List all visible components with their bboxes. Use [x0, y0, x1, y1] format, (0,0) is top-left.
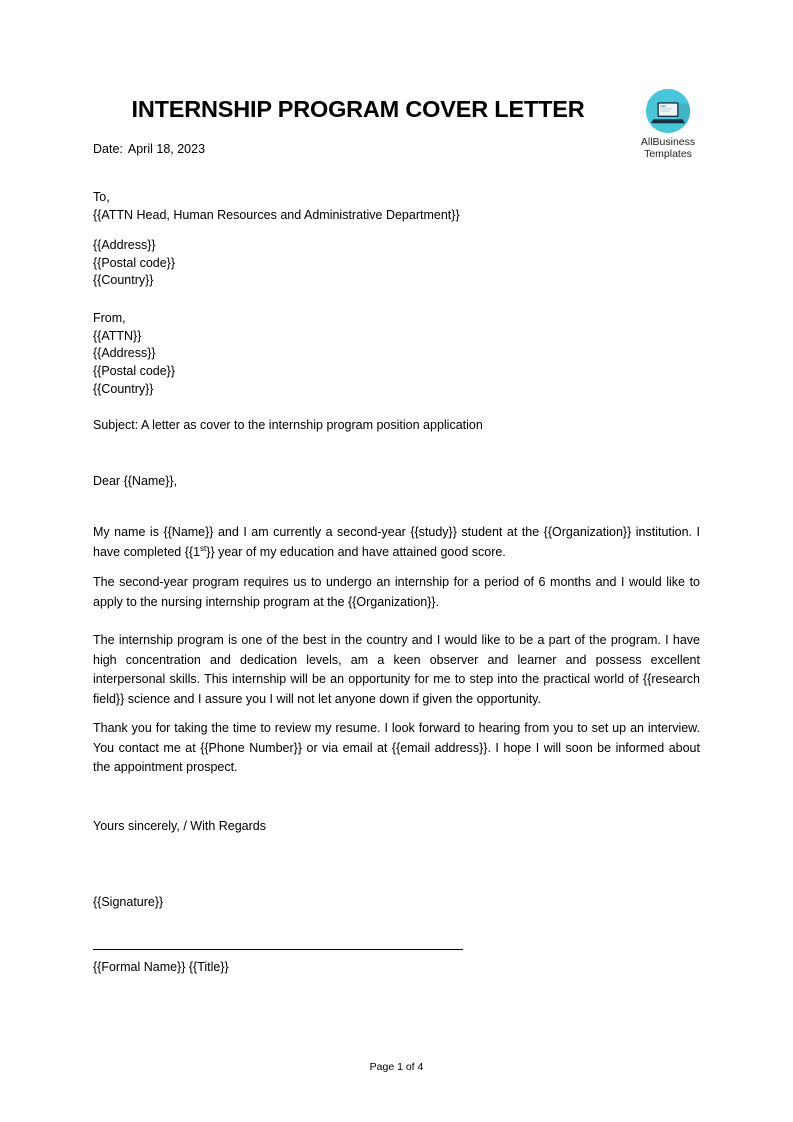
- sender-block: [93, 310, 175, 399]
- date-value: April 18, 2023: [127, 142, 206, 156]
- date-label: Date:: [93, 142, 123, 156]
- page-title: INTERNSHIP PROGRAM COVER LETTER: [131, 96, 585, 122]
- sender-address: {{Address}}: [93, 346, 156, 361]
- recipient-country: {{Country}}: [93, 273, 154, 288]
- recipient-postal-code: {{Postal code}}: [93, 255, 176, 270]
- body-paragraph-4: Thank you for taking the time to review my resume. I look forward to hearing from you to set up an interview. You contact me at {{Phone Number}} or via email at {{email address}}. I hope I will soon be informed about the appointment prospect.: [93, 721, 700, 775]
- greeting-line: Dear {{Name}},: [93, 474, 178, 488]
- recipient-address: {{Address}}: [93, 238, 156, 252]
- closing-line: Yours sincerely, / With Regards: [93, 819, 266, 833]
- sender-attn: {{ATTN}}: [93, 328, 142, 343]
- paragraph-1-part-1: My name is {{Name}} and I am currently a second-year {{study}} student at the {{Organization}} institution. I have completed {{1: [93, 525, 700, 559]
- sender-salutation: From,: [93, 311, 126, 325]
- body-paragraph-1: [93, 523, 700, 562]
- logo-caption-line2: Templates: [644, 148, 692, 160]
- body-paragraph-3: The internship program is one of the best in the country and I would like to be a part of the program. I have high concentration and dedication levels, am a keen observer and learner and possess excellent interpersonal skills. This internship will be an opportunity for me to step into the practical world of {{research field}} science and I assure you I will not let anyone down if given the opportunity.: [93, 633, 700, 706]
- recipient-address-block: [93, 237, 175, 290]
- recipient-block: [93, 189, 460, 224]
- allbusiness-templates-logo: [637, 88, 699, 160]
- logo-caption-line1: AllBusiness: [640, 136, 696, 148]
- laptop-icon: [645, 88, 691, 134]
- recipient-attn: {{ATTN Head, Human Resources and Administrative Department}}: [93, 207, 460, 222]
- body-paragraph-2: The second-year program requires us to undergo an internship for a period of 6 months and I would like to apply to the nursing internship program at the {{Organization}}.: [93, 575, 700, 609]
- logo-caption: [637, 136, 699, 160]
- sender-postal-code: {{Postal code}}: [93, 364, 176, 379]
- page-footer: Page 1 of 4: [369, 1061, 424, 1073]
- subject-line: Subject: A letter as cover to the internship program position application: [93, 418, 483, 432]
- signature-rule: [93, 949, 463, 950]
- signature-placeholder: {{Signature}}: [93, 895, 164, 909]
- paragraph-1-part-2: }} year of my education and have attained good score.: [206, 544, 506, 559]
- recipient-salutation: To,: [93, 190, 110, 204]
- date-line: [93, 141, 205, 157]
- signature-name-title: {{Formal Name}} {{Title}}: [93, 960, 229, 974]
- sender-country: {{Country}}: [93, 381, 154, 396]
- paragraph-1-superscript: st: [200, 543, 207, 553]
